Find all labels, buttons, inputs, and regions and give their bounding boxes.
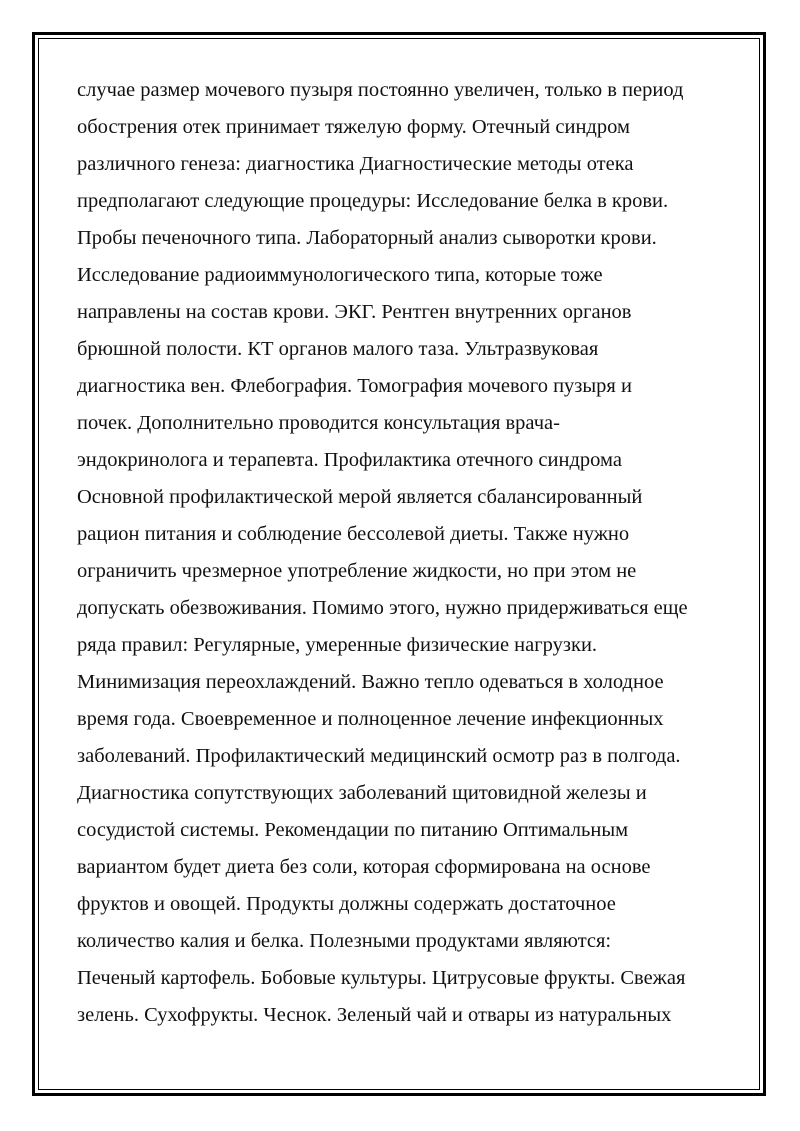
text-line: ряда правил: Регулярные, умеренные физические нагрузки. <box>77 634 598 656</box>
text-line: заболеваний. Профилактический медицинский осмотр раз в полгода. <box>77 745 681 767</box>
text-line: фруктов и овощей. Продукты должны содержать достаточное <box>77 893 616 915</box>
text-line: брюшной полости. КТ органов малого таза. Ультразвуковая <box>77 338 599 360</box>
document-body-text <box>77 72 737 1034</box>
text-line: диагностика вен. Флебография. Томография мочевого пузыря и <box>77 375 632 397</box>
text-line: направлены на состав крови. ЭКГ. Рентген внутренних органов <box>77 301 632 323</box>
text-line: Пробы печеночного типа. Лабораторный анализ сыворотки крови. <box>77 227 657 249</box>
text-line: Минимизация переохлаждений. Важно тепло одеваться в холодное <box>77 671 664 693</box>
text-line: вариантом будет диета без соли, которая сформирована на основе <box>77 856 651 878</box>
text-line: сосудистой системы. Рекомендации по питанию Оптимальным <box>77 819 629 841</box>
text-line: различного генеза: диагностика Диагностические методы отека <box>77 153 634 175</box>
text-line: Диагностика сопутствующих заболеваний щитовидной железы и <box>77 782 647 804</box>
text-line: обострения отек принимает тяжелую форму. Отечный синдром <box>77 116 630 138</box>
text-line: Основной профилактической мерой является сбалансированный <box>77 486 643 508</box>
text-line: рацион питания и соблюдение бессолевой диеты. Также нужно <box>77 523 630 545</box>
text-line: Исследование радиоиммунологического типа, которые тоже <box>77 264 603 286</box>
text-line: Печеный картофель. Бобовые культуры. Цитрусовые фрукты. Свежая <box>77 967 686 989</box>
text-line: предполагают следующие процедуры: Исследование белка в крови. <box>77 190 669 212</box>
text-line: зелень. Сухофрукты. Чеснок. Зеленый чай и отвары из натуральных <box>77 1004 672 1026</box>
text-line: допускать обезвоживания. Помимо этого, нужно придерживаться еще <box>77 597 688 619</box>
text-line: случае размер мочевого пузыря постоянно увеличен, только в период <box>77 79 684 101</box>
text-line: почек. Дополнительно проводится консультация врача- <box>77 412 560 434</box>
text-line: количество калия и белка. Полезными продуктами являются: <box>77 930 612 952</box>
text-line: время года. Своевременное и полноценное лечение инфекционных <box>77 708 664 730</box>
text-line: ограничить чрезмерное употребление жидкости, но при этом не <box>77 560 637 582</box>
text-line: эндокринолога и терапевта. Профилактика отечного синдрома <box>77 449 622 471</box>
